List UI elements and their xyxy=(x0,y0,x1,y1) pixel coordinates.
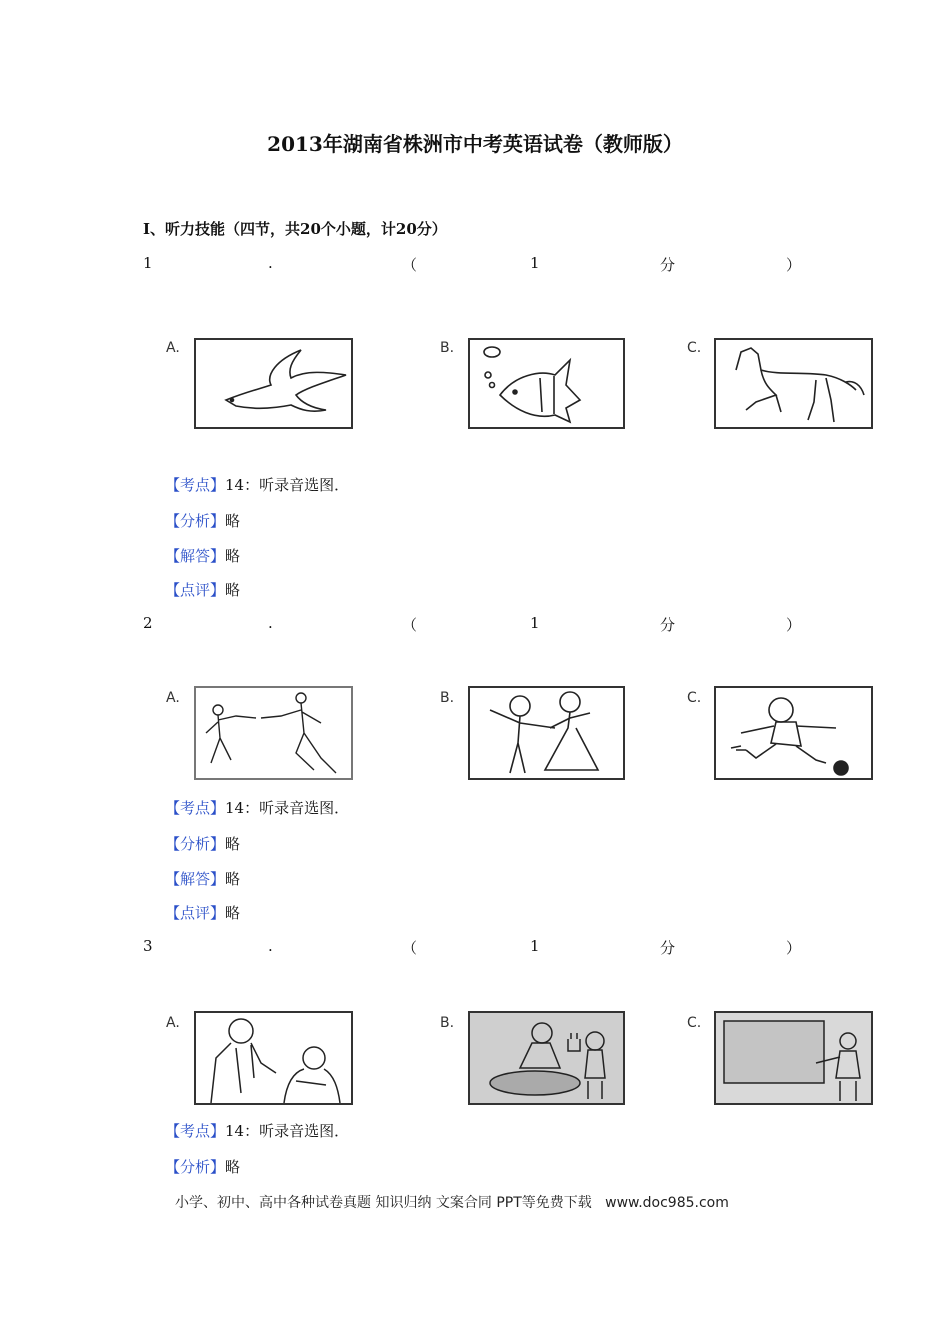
points-unit: 分 xyxy=(660,256,676,274)
analysis-row xyxy=(165,833,240,854)
question-dot: . xyxy=(268,937,273,955)
analysis-text: 略 xyxy=(225,547,241,565)
analysis-text: 略 xyxy=(225,904,241,922)
close-paren: ） xyxy=(786,939,802,957)
horse-icon xyxy=(714,338,873,429)
analysis-row xyxy=(165,545,240,566)
option-b-label: B. xyxy=(440,1015,455,1031)
question-points: 1 xyxy=(530,614,540,632)
page-title: 2013年湖南省株洲市中考英语试卷（教师版） xyxy=(267,132,683,156)
option-c-label: C. xyxy=(687,340,702,356)
analysis-tag: 【点评】 xyxy=(165,904,226,922)
analysis-text: 略 xyxy=(225,581,241,599)
analysis-text: 略 xyxy=(225,835,241,853)
points-unit: 分 xyxy=(660,939,676,957)
teacher-icon xyxy=(714,1011,873,1105)
points-unit: 分 xyxy=(660,616,676,634)
analysis-tag: 【点评】 xyxy=(165,581,226,599)
open-paren: （ xyxy=(402,939,418,957)
question-1-header xyxy=(0,254,950,274)
analysis-text: 略 xyxy=(225,512,241,530)
question-points: 1 xyxy=(530,254,540,272)
option-b-label: B. xyxy=(440,690,455,706)
question-3-header xyxy=(0,937,950,957)
analysis-row xyxy=(165,1156,240,1177)
analysis-tag: 【考点】 xyxy=(165,1122,226,1140)
section-title: I、听力技能（四节，共20个小题，计20分） xyxy=(143,220,447,238)
football-icon xyxy=(714,686,873,780)
option-a-label: A. xyxy=(166,1015,180,1031)
question-number: 3 xyxy=(143,937,153,955)
option-c-label: C. xyxy=(687,1015,702,1031)
analysis-text: 14：听录音选图． xyxy=(225,799,350,817)
question-number: 1 xyxy=(143,254,153,272)
option-a-label: A. xyxy=(166,690,180,706)
analysis-text: 略 xyxy=(225,1158,241,1176)
open-paren: （ xyxy=(402,616,418,634)
analysis-tag: 【考点】 xyxy=(165,799,226,817)
analysis-tag: 【分析】 xyxy=(165,835,226,853)
fish-icon xyxy=(468,338,625,429)
analysis-row xyxy=(165,902,240,923)
birthday-cake-icon xyxy=(468,1011,625,1105)
analysis-text: 略 xyxy=(225,870,241,888)
question-number: 2 xyxy=(143,614,153,632)
option-b-label: B. xyxy=(440,340,455,356)
analysis-tag: 【分析】 xyxy=(165,512,226,530)
analysis-row xyxy=(165,474,349,495)
analysis-row xyxy=(165,579,240,600)
question-dot: . xyxy=(268,614,273,632)
analysis-row xyxy=(165,1120,349,1141)
analysis-row xyxy=(165,797,349,818)
analysis-tag: 【解答】 xyxy=(165,547,226,565)
analysis-tag: 【分析】 xyxy=(165,1158,226,1176)
analysis-row xyxy=(165,510,240,531)
option-c-label: C. xyxy=(687,690,702,706)
analysis-tag: 【解答】 xyxy=(165,870,226,888)
boxing-icon xyxy=(194,686,353,780)
page-footer: 小学、初中、高中各种试卷真题 知识归纳 文案合同 PPT等免费下载 www.doc985.com xyxy=(175,1195,729,1211)
analysis-tag: 【考点】 xyxy=(165,476,226,494)
doctor-icon xyxy=(194,1011,353,1105)
analysis-text: 14：听录音选图． xyxy=(225,476,350,494)
close-paren: ） xyxy=(786,616,802,634)
bird-icon xyxy=(194,338,353,429)
dancing-icon xyxy=(468,686,625,780)
option-a-label: A. xyxy=(166,340,180,356)
question-2-header xyxy=(0,614,950,634)
open-paren: （ xyxy=(402,256,418,274)
question-dot: . xyxy=(268,254,273,272)
analysis-text: 14：听录音选图． xyxy=(225,1122,350,1140)
analysis-row xyxy=(165,868,240,889)
close-paren: ） xyxy=(786,256,802,274)
question-points: 1 xyxy=(530,937,540,955)
